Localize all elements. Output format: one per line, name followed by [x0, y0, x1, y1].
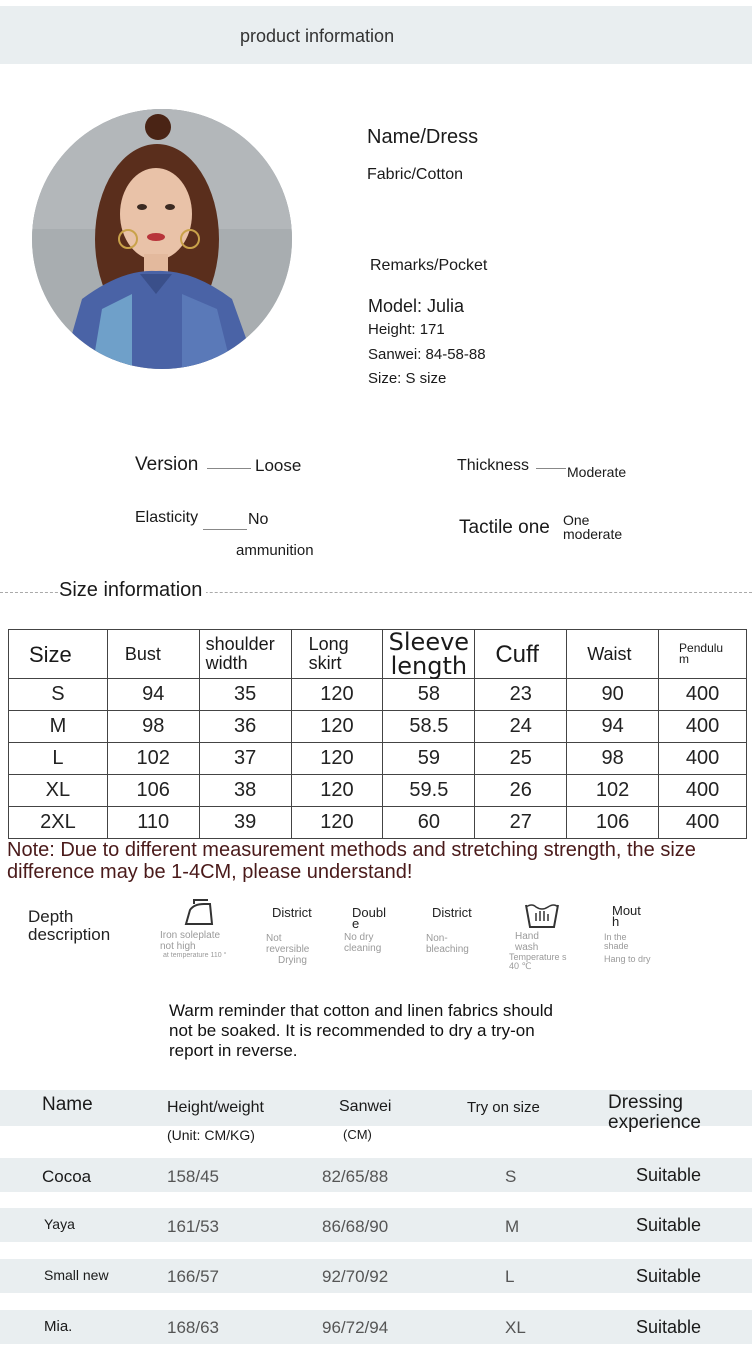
cell: 106 — [567, 807, 659, 839]
cell: 59.5 — [383, 775, 475, 807]
product-name: Name/Dress — [367, 126, 479, 148]
cell: 58.5 — [383, 711, 475, 743]
header-shoulder: shoulder width — [199, 630, 291, 679]
cell: 400 — [659, 743, 747, 775]
care-drying: District Not reversible Drying — [266, 905, 312, 966]
cell: 400 — [659, 679, 747, 711]
trial-header-sanwei: Sanwei — [339, 1098, 392, 1115]
cell: 60 — [383, 807, 475, 839]
product-remarks: Remarks/Pocket — [370, 257, 488, 274]
trial-experience: Suitable — [636, 1165, 702, 1185]
tactile-label: Tactile one — [459, 517, 550, 538]
cell: 120 — [291, 775, 383, 807]
cell: 35 — [199, 679, 291, 711]
trial-name: Cocoa — [42, 1167, 92, 1186]
cell: 120 — [291, 679, 383, 711]
version-label: Version — [135, 454, 199, 475]
trial-sanwei: 82/65/88 — [322, 1167, 389, 1186]
cell: 39 — [199, 807, 291, 839]
size-note: Note: Due to different measurement methods and stretching strength, the size difference may be 1-4CM, please understand! — [7, 839, 696, 883]
iron-icon — [182, 898, 216, 930]
table-row — [9, 711, 747, 743]
table-row — [9, 775, 747, 807]
cell: 26 — [475, 775, 567, 807]
model-photo — [32, 109, 292, 369]
cell: 38 — [199, 775, 291, 807]
elasticity-extra: ammunition — [236, 542, 314, 559]
cell: 90 — [567, 679, 659, 711]
cell: 106 — [107, 775, 199, 807]
cell: 94 — [107, 679, 199, 711]
cell: 102 — [107, 743, 199, 775]
cell: 98 — [107, 711, 199, 743]
trial-header-name: Name — [42, 1094, 93, 1115]
cell: 110 — [107, 807, 199, 839]
care-dry-cleaning: Doubl e No dry cleaning — [344, 905, 386, 954]
trial-sanwei: 92/70/92 — [322, 1267, 389, 1286]
cell: 58 — [383, 679, 475, 711]
trial-header-sanwei-unit: (CM) — [343, 1127, 372, 1142]
model-size: Size: S size — [368, 370, 447, 387]
care-bleaching: District Non- bleaching — [426, 905, 472, 955]
header-pendulum: Pendulu m — [659, 630, 747, 679]
care-shade-dry: Mout h In the shade Hang to dry — [604, 903, 651, 964]
trial-name: Mia. — [44, 1318, 73, 1335]
size-table — [8, 629, 747, 839]
cell: 27 — [475, 807, 567, 839]
elasticity-label: Elasticity — [135, 509, 199, 526]
care-hand-wash: Hand wash Temperature s 40 ℃ — [509, 899, 594, 971]
care-reminder: Warm reminder that cotton and linen fabrics should not be soaked. It is recommended to dry a try-on report in reverse. — [169, 1001, 553, 1060]
trial-size: M — [505, 1217, 520, 1236]
cell: 37 — [199, 743, 291, 775]
trial-header-experience: Dressing experience — [608, 1092, 701, 1133]
header-size: Size — [9, 630, 108, 679]
trial-experience: Suitable — [636, 1215, 702, 1235]
cell: 23 — [475, 679, 567, 711]
size-table-header — [9, 630, 747, 679]
trial-hw: 161/53 — [167, 1217, 219, 1236]
cell: 94 — [567, 711, 659, 743]
cell-size: XL — [9, 775, 108, 807]
cell: 24 — [475, 711, 567, 743]
trial-hw: 168/63 — [167, 1318, 219, 1337]
table-row — [9, 807, 747, 839]
trial-size: L — [505, 1267, 515, 1286]
cell: 120 — [291, 743, 383, 775]
header-bust: Bust — [107, 630, 199, 679]
cell: 25 — [475, 743, 567, 775]
cell: 400 — [659, 711, 747, 743]
banner-title: product information — [240, 26, 395, 46]
size-info-title: Size information — [59, 579, 206, 602]
elasticity-line — [203, 529, 247, 530]
trial-experience: Suitable — [636, 1266, 702, 1286]
trial-header-try-size: Try on size — [467, 1099, 540, 1116]
header-skirt: Long skirt — [291, 630, 383, 679]
cell-size: S — [9, 679, 108, 711]
trial-hw: 166/57 — [167, 1267, 219, 1286]
trial-hw: 158/45 — [167, 1167, 219, 1186]
tactile-value-1: One — [563, 512, 590, 528]
trial-header-hw-unit: (Unit: CM/KG) — [167, 1127, 255, 1143]
cell: 120 — [291, 711, 383, 743]
version-value: Loose — [255, 456, 302, 475]
tactile-value-2: moderate — [563, 526, 623, 542]
table-row — [9, 679, 747, 711]
cell: 102 — [567, 775, 659, 807]
model-name: Model: Julia — [368, 296, 465, 316]
trial-sanwei: 96/72/94 — [322, 1318, 389, 1337]
cell-size: 2XL — [9, 807, 108, 839]
trial-experience: Suitable — [636, 1317, 702, 1337]
thickness-line — [536, 468, 566, 469]
cell-size: L — [9, 743, 108, 775]
header-cuff: Cuff — [475, 630, 567, 679]
trial-name: Yaya — [44, 1216, 75, 1232]
cell: 98 — [567, 743, 659, 775]
product-fabric: Fabric/Cotton — [367, 166, 464, 183]
table-row — [9, 743, 747, 775]
trial-name: Small new — [44, 1267, 109, 1283]
header-waist: Waist — [567, 630, 659, 679]
cell: 400 — [659, 807, 747, 839]
version-line — [207, 468, 251, 469]
model-sanwei: Sanwei: 84-58-88 — [368, 346, 486, 363]
cell: 59 — [383, 743, 475, 775]
care-iron: Iron soleplate not high at temperature 110 ° — [160, 898, 245, 960]
trial-sanwei: 86/68/90 — [322, 1217, 389, 1236]
thickness-label: Thickness — [457, 457, 530, 474]
trial-header-hw: Height/weight — [167, 1099, 264, 1116]
cell-size: M — [9, 711, 108, 743]
elasticity-value: No — [248, 511, 269, 528]
thickness-value: Moderate — [567, 464, 627, 480]
cell: 120 — [291, 807, 383, 839]
cell: 400 — [659, 775, 747, 807]
trial-size: XL — [505, 1318, 526, 1337]
depth-description-label: Depth description — [28, 907, 111, 944]
header-sleeve: Sleeve length — [383, 630, 475, 679]
hand-wash-icon — [524, 899, 560, 931]
trial-size: S — [505, 1167, 517, 1186]
model-height: Height: 171 — [368, 321, 445, 338]
cell: 36 — [199, 711, 291, 743]
